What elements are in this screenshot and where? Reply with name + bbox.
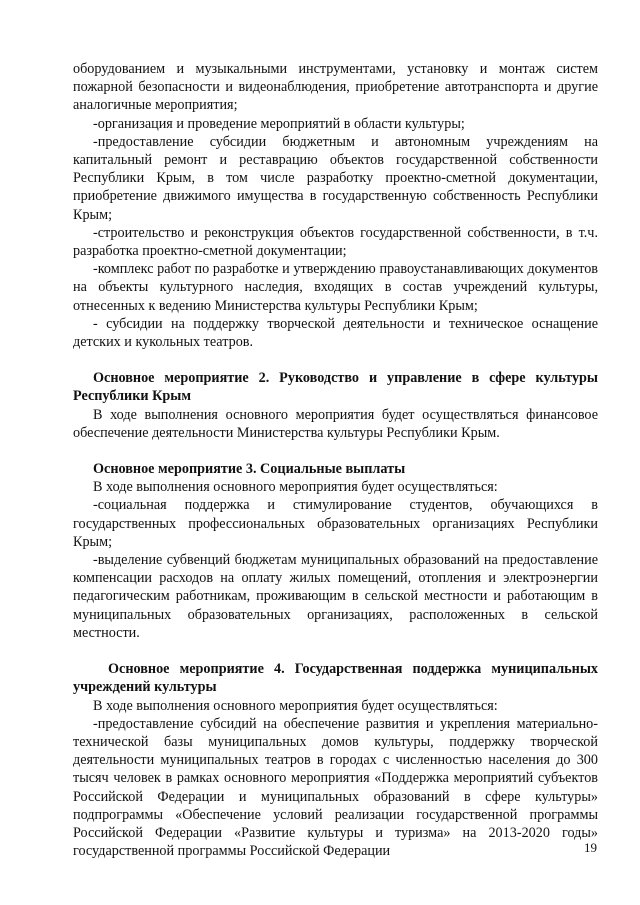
page-number: 19 — [584, 840, 597, 855]
list-item: -социальная поддержка и стимулирование студентов, обучающихся в государственных профессиональных образовательных организациях Республики Крым; — [73, 497, 598, 550]
section-3-intro: В ходе выполнения основного мероприятия будет осуществляться: — [93, 479, 498, 496]
document-page — [73, 60, 598, 860]
section-2-heading: Основное мероприятие 2. Руководство и управление в сфере культуры Республики Крым — [73, 370, 598, 405]
continuation-paragraph: оборудованием и музыкальными инструментами, установку и монтаж систем пожарной безопасности и видеонаблюдения, приобретение автотранспорта и другие аналогичные мероприятия; — [73, 61, 598, 114]
list-item: - субсидии на поддержку творческой деятельности и техническое оснащение детских и кукольных театров. — [73, 315, 598, 351]
section-spacer — [73, 442, 598, 460]
section-2-text: В ходе выполнения основного мероприятия будет осуществляться финансовое обеспечение деятельности Министерства культуры Республики Крым. — [73, 406, 598, 441]
section-3-heading: Основное мероприятие 3. Социальные выплаты — [93, 461, 406, 478]
list-item: -строительство и реконструкция объектов государственной собственности, в т.ч. разработка проектно-сметной документации; — [73, 224, 598, 260]
list-item: -предоставление субсидий на обеспечение развития и укрепления материально-технической базы муниципальных домов культуры, поддержку творческой деятельности муниципальных театров в городах с численностью населения до 300 тысяч человек в рамках основного мероприятия «Поддержка мероприятий субъектов Российской Федерации и муниципальных образований в сфере культуры» подпрограммы «Обеспечение условий реализации государственной программы Российской Федерации «Развитие культуры и туризма» на 2013-2020 годы» государственной программы Российской Федерации — [73, 715, 598, 860]
section-spacer — [73, 351, 598, 369]
list-item: -выделение субвенций бюджетам муниципальных образований на предоставление компенсации расходов на оплату жилых помещений, отопления и электроэнергии педагогическим работникам, проживающим в сельской местности и работающим в муниципальных образовательных организациях, расположенных в сельской местности. — [73, 552, 598, 641]
list-item: -предоставление субсидии бюджетным и автономным учреждениям на капитальный ремонт и реставрацию объектов государственной собственности Республики Крым, в том числе разработку проектно-сметной документации, приобретение движимого имущества в государственную собственность Республики Крым; — [73, 133, 598, 223]
list-item: -организация и проведение мероприятий в области культуры; — [93, 115, 465, 132]
section-4-intro: В ходе выполнения основного мероприятия будет осуществляться: — [93, 697, 498, 714]
section-spacer — [73, 642, 598, 660]
list-item: -комплекс работ по разработке и утверждению правоустанавливающих документов на объекты культурного наследия, входящих в состав учреждений культуры, отнесенных к ведению Министерства культуры Республики Крым; — [73, 261, 598, 314]
section-4-heading: Основное мероприятие 4. Государственная поддержка муниципальных учреждений культуры — [73, 661, 598, 696]
